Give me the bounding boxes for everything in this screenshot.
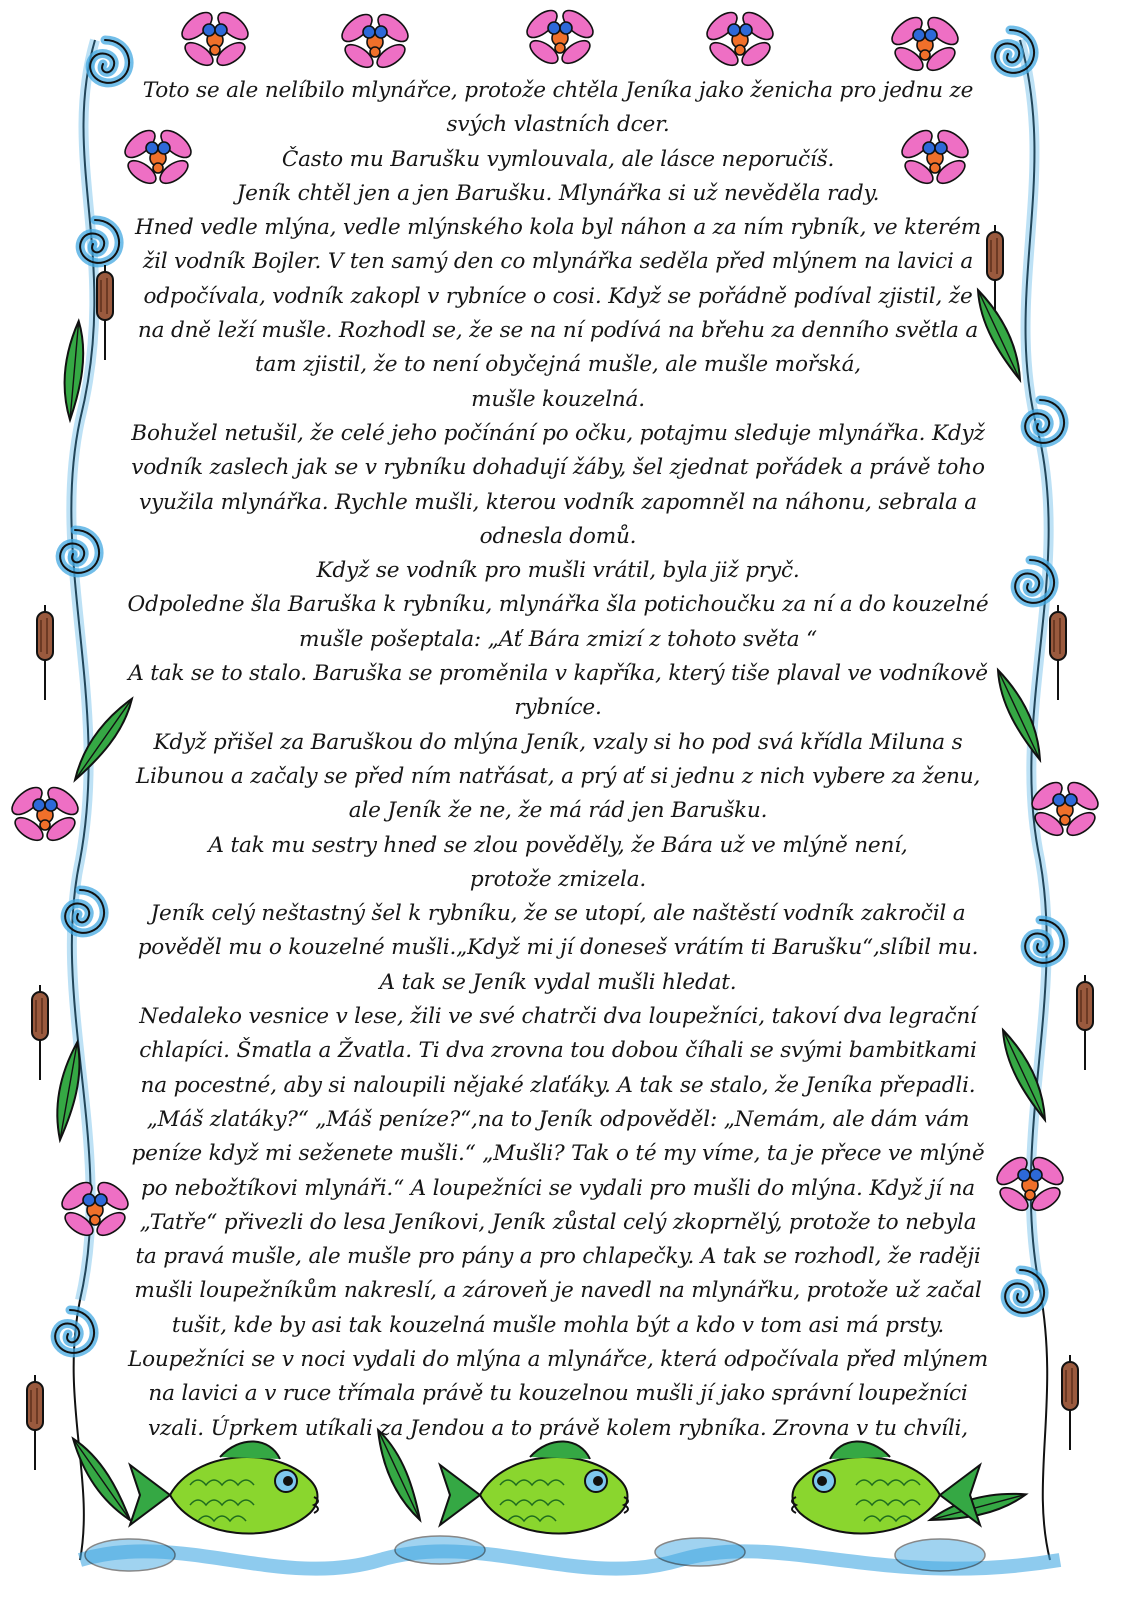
fish-icon: [440, 1441, 628, 1533]
story-line: mušle kouzelná.: [471, 386, 645, 412]
leaf-icon: [39, 321, 109, 420]
story-line: Hned vedle mlýna, vedle mlýnského kola byl náhon a za ním rybník, ve kterém: [134, 215, 982, 241]
cattail-icon: [97, 265, 113, 360]
flower-bug-icon: [887, 13, 962, 75]
story-line: po nebožtíkovi mlynáři.“ A loupežníci se vydali pro mušli do mlýna. Když jí na: [141, 1175, 975, 1201]
story-line: svých vlastních dcer.: [446, 112, 670, 138]
water-ripple-icon: [655, 1538, 745, 1566]
story-line: na lavici a v ruce třímala právě tu kouzelnou mušli jí jako správní loupežníci: [148, 1381, 968, 1407]
water-swirl-icon: [60, 530, 99, 573]
story-line: „Tatře“ přivezli do lesa Jeníkovi, Jeník zůstal celý zkoprnělý, protože to nebyla: [139, 1209, 977, 1235]
story-line: pověděl mu o kouzelné mušli.„Když mi jí doneseš vrátím ti Barušku“,slíbil mu.: [137, 935, 979, 961]
flower-bug-icon: [337, 10, 412, 72]
flower-bug-icon: [702, 8, 777, 70]
story-line: odnesla domů.: [479, 523, 637, 549]
story-line: A tak mu sestry hned se zlou pověděly, že Bára už ve mlýně není,: [208, 832, 908, 858]
cattail-icon: [27, 1375, 43, 1470]
story-line: vzali. Úprkem utíkali za Jendou a to právě kolem rybníka. Zrovna v tu chvíli,: [148, 1415, 968, 1441]
story-line: odpočívala, vodník zakopl v rybníce o cosi. Když se pořádně podíval zjistil, že: [143, 283, 973, 309]
story-line: „Máš zlatáky?“ „Máš peníze?“,na to Jeník odpověděl: „Nemám, ale dám vám: [146, 1106, 970, 1132]
story-line: tušit, kde by asi tak kouzelná mušle mohla být a kdo v tom asi má prsty.: [171, 1312, 945, 1338]
story-line: Když přišel za Baruškou do mlýna Jeník, vzaly si ho pod svá křídla Miluna s: [153, 729, 963, 755]
story-line: tam zjistil, že to není obyčejná mušle, ale mušle mořská,: [255, 352, 861, 378]
story-line: Když se vodník pro mušli vrátil, byla již pryč.: [316, 558, 800, 584]
story-line: Libunou a začaly se před ním natřásat, a prý ať si jednu z nich vybere za ženu,: [135, 763, 981, 789]
water-ripple-icon: [395, 1536, 485, 1564]
story-line: Jeník chtěl jen a jen Barušku. Mlynářka si už nevěděla rady.: [236, 180, 880, 206]
story-line: Nedaleko vesnice v lese, žili ve své chatrči dva loupežníci, takoví dva legrační: [139, 1004, 977, 1030]
water-swirl-icon: [995, 30, 1034, 73]
cattail-icon: [1050, 605, 1066, 700]
story-line: vodník zaslech jak se v rybníku dohadují žáby, šel zjednat pořádek a právě toho: [131, 455, 985, 481]
story-line: rybníce.: [514, 695, 602, 721]
cattail-icon: [32, 985, 48, 1080]
story-line: žil vodník Bojler. V ten samý den co mlynářka seděla před mlýnem na lavici a: [142, 249, 974, 275]
story-line: Loupežníci se v noci vydali do mlýna a mlynářce, která odpočívala před mlýnem: [127, 1346, 989, 1372]
story-line: Často mu Barušku vymlouvala, ale lásce neporučíš.: [281, 146, 835, 172]
story-line: Bohužel netušil, že celé jeho počínání po očku, potajmu sleduje mlynářka. Když: [131, 420, 985, 446]
story-line: A tak se Jeník vydal mušli hledat.: [379, 969, 737, 995]
story-line: Toto se ale nelíbilo mlynářce, protože chtěla Jeníka jako ženicha pro jednu ze: [142, 78, 974, 103]
story-line: peníze když mi seženete mušli.“ „Mušli? Tak o té my víme, ta je přece ve mlýně: [131, 1141, 985, 1167]
story-line: Odpoledne šla Baruška k rybníku, mlynářka šla potichoučku za ní a do kouzelné: [127, 592, 989, 618]
water-swirl-icon: [55, 1310, 94, 1353]
story-line: Jeník celý neštastný šel k rybníku, že se utopí, ale naštěstí vodník zakročil a: [150, 901, 966, 927]
story-line: na dně leží mušle. Rozhodl se, že se na ní podívá na břehu za denního světla a: [137, 318, 979, 344]
story-line: mušli loupežníkům nakreslí, a zároveň je navedl na mlynářku, protože už začal: [134, 1278, 982, 1304]
fish-icon: [130, 1441, 318, 1533]
story-line: A tak se to stalo. Baruška se proměnila v kapříka, který tiše plaval ve vodníkově: [128, 661, 988, 687]
water-ripple-icon: [85, 1539, 175, 1571]
water-ripple-icon: [895, 1539, 985, 1571]
story-line: mušle pošeptala: „Ať Bára zmizí z tohoto světa “: [299, 626, 817, 652]
top-border: [177, 6, 962, 75]
story-line: ta pravá mušle, ale mušle pro pány a pro chlapečky. A tak se rozhodl, že raději: [135, 1244, 981, 1270]
cattail-icon: [37, 605, 53, 700]
bottom-border: [52, 1430, 1060, 1571]
cattail-icon: [1062, 1355, 1078, 1450]
story-line: využila mlynářka. Rychle mušli, kterou vodník zapomněl na náhonu, sebrala a: [139, 489, 977, 515]
cattail-icon: [1077, 975, 1093, 1070]
flower-bug-icon: [522, 6, 597, 68]
flower-bug-icon: [7, 783, 82, 845]
story-text: [118, 74, 998, 1446]
story-line: ale Jeník že ne, že má rád jen Barušku.: [348, 798, 768, 824]
story-line: na pocestné, aby si naloupili nějaké zlaťáky. A tak se stalo, že Jeníka přepadli.: [140, 1072, 976, 1098]
flower-bug-icon: [177, 8, 252, 70]
story-line: protože zmizela.: [469, 866, 647, 892]
water-swirl-icon: [1005, 1270, 1044, 1313]
story-line: chlapíci. Šmatla a Žvatla. Ti dva zrovna tou dobou číhali se svými bambitkami: [139, 1038, 977, 1064]
